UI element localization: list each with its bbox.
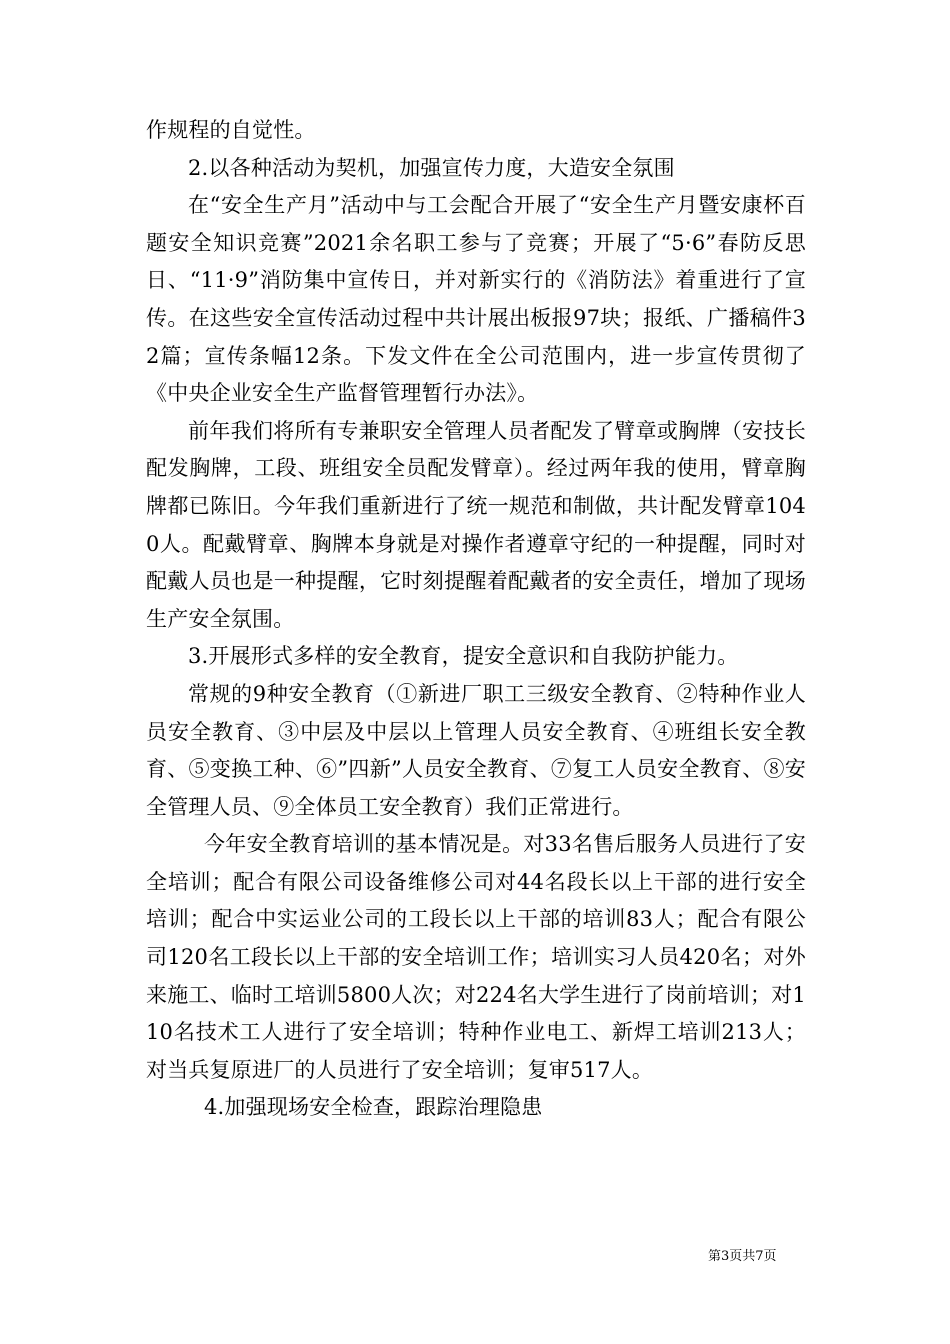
paragraph-training-summary: 今年安全教育培训的基本情况是。对33名售后服务人员进行了安全培训；配合有限公司设备维修公司对44名段长以上干部的进行安全培训；配合中实运业公司的工段长以上干部的培训83人；配合有限公司120名工段长以上干部的安全培训工作；培训实习人员420名；对外来施工、临时工培训5800人次；对224名大学生进行了岗前培训；对110名技术工人进行了安全培训；特种作业电工、新焊工培训213人；对当兵复原进厂的人员进行了安全培训；复审517人。 [146,832,806,1082]
section-heading-4: 4.加强现场安全检查，跟踪治理隐患 [204,1095,543,1120]
paragraph-continuation: 作规程的自觉性。 [146,118,316,142]
page-number-footer: 第3页共7页 [708,1249,777,1264]
paragraph-safety-month: 在“安全生产月”活动中与工会配合开展了“安全生产月暨安康杯百题安全知识竞赛”2021余名职工参与了竞赛；开展了“5·6”春防反思日、“11·9”消防集中宣传日，并对新实行的《消防法》着重进行了宣传。在这些安全宣传活动过程中共计展出板报97块；报纸、广播稿件32篇；宣传条幅12条。下发文件在全公司范围内，进一步宣传贯彻了《中央企业安全生产监督管理暂行办法》。 [146,193,806,406]
paragraph-nine-education: 常规的9种安全教育（①新进厂职工三级安全教育、②特种作业人员安全教育、③中层及中层以上管理人员安全教育、④班组长安全教育、⑤变换工种、⑥”四新”人员安全教育、⑦复工人员安全教育、⑧安全管理人员、⑨全体员工安全教育）我们正常进行。 [146,681,806,819]
paragraph-armbands: 前年我们将所有专兼职安全管理人员者配发了臂章或胸牌（安技长配发胸牌，工段、班组安全员配发臂章）。经过两年我的使用，臂章胸牌都已陈旧。今年我们重新进行了统一规范和制做，共计配发臂章1040人。配戴臂章、胸牌本身就是对操作者遵章守纪的一种提醒，同时对配戴人员也是一种提醒，它时刻提醒着配戴者的安全责任，增加了现场生产安全氛围。 [146,418,806,631]
section-heading-2: 2.以各种活动为契机，加强宣传力度，大造安全氛围 [188,155,675,180]
document-body [146,112,806,1127]
section-heading-3: 3.开展形式多样的安全教育，提安全意识和自我防护能力。 [188,644,739,669]
